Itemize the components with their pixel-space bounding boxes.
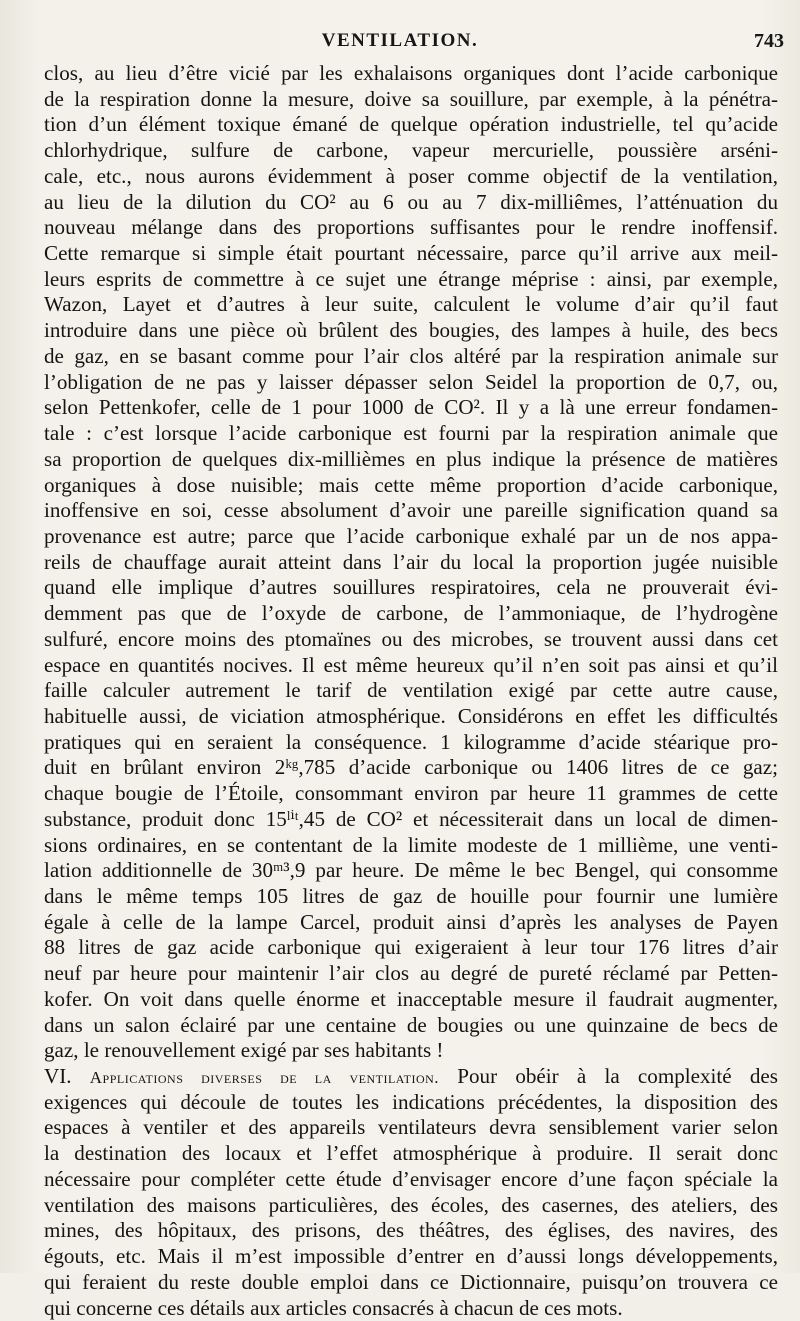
text-line: l’obligation de ne pas y laisser dépasser selon Seidel la proportion de 0,7, ou, bbox=[44, 370, 778, 396]
text-line: neuf par heure pour maintenir l’air clos au degré de pureté réclamé par Petten- bbox=[44, 961, 778, 987]
text-line: la destination des locaux et l’effet atmosphérique à produire. Il serait donc bbox=[44, 1141, 778, 1167]
text-line: Wazon, Layet et d’autres à leur suite, calculent le volume d’air qu’il faut bbox=[44, 292, 778, 318]
text-line: au lieu de la dilution du CO² au 6 ou au 7 dix-milliêmes, l’atténuation du bbox=[44, 190, 778, 216]
page-number: 743 bbox=[754, 30, 784, 53]
text-line: substance, produit donc 15ˡⁱᵗ,45 de CO² et nécessiterait dans un local de dimen- bbox=[44, 807, 778, 833]
text-line: 88 litres de gaz acide carbonique qui exigeraient à leur tour 176 litres d’air bbox=[44, 935, 778, 961]
text-line: organiques à dose nuisible; mais cette même proportion d’acide carbonique, bbox=[44, 473, 778, 499]
text-line: duit en brûlant environ 2ᵏᵍ,785 d’acide carbonique ou 1406 litres de ce gaz; bbox=[44, 755, 778, 781]
text-line: qui feraient du reste double emploi dans ce Dictionnaire, puisqu’on trouvera ce bbox=[44, 1270, 778, 1296]
running-title: VENTILATION. bbox=[0, 30, 800, 52]
text-line: reils de chauffage aurait atteint dans l’air du local la proportion jugée nuisible bbox=[44, 550, 778, 576]
text-line: provenance est autre; parce que l’acide carbonique exhalé par un de nos appa- bbox=[44, 524, 778, 550]
text-line: mines, des hôpitaux, des prisons, des théâtres, des églises, des navires, des bbox=[44, 1218, 778, 1244]
text-line: sions ordinaires, en se contentant de la limite modeste de 1 millième, une venti- bbox=[44, 833, 778, 859]
text-line: Cette remarque si simple était pourtant nécessaire, parce qu’il arrive aux meil- bbox=[44, 241, 778, 267]
text-line: chlorhydrique, sulfure de carbone, vapeur mercurielle, poussière arséni- bbox=[44, 138, 778, 164]
text-line: introduire dans une pièce où brûlent des bougies, des lampes à huile, des becs bbox=[44, 318, 778, 344]
text-line: égouts, etc. Mais il m’est impossible d’entrer en d’aussi longs développements, bbox=[44, 1244, 778, 1270]
text-line: kofer. On voit dans quelle énorme et inacceptable mesure il faudrait augmenter, bbox=[44, 987, 778, 1013]
text-line: espace en quantités nocives. Il est même heureux qu’il n’en soit pas ainsi et qu’il bbox=[44, 653, 778, 679]
body-text bbox=[44, 61, 778, 1321]
text-line: qui concerne ces détails aux articles consacrés à chacun de ces mots. bbox=[44, 1296, 778, 1321]
text-line: clos, au lieu d’être vicié par les exhalaisons organiques dont l’acide carbonique bbox=[44, 61, 778, 87]
text-line: ventilation des maisons particulières, des écoles, des casernes, des ateliers, des bbox=[44, 1193, 778, 1219]
text-line: faille calculer autrement le tarif de ventilation exigé par cette autre cause, bbox=[44, 678, 778, 704]
section-number: VI. bbox=[44, 1064, 72, 1088]
text-line: lation additionnelle de 30ᵐ³,9 par heure. De même le bec Bengel, qui consomme bbox=[44, 858, 778, 884]
text-line: égale à celle de la lampe Carcel, produit ainsi d’après les analyses de Payen bbox=[44, 910, 778, 936]
text-line: nouveau mélange dans des proportions suffisantes pour le rendre inoffensif. bbox=[44, 215, 778, 241]
text-line: cale, etc., nous aurons évidemment à poser comme objectif de la ventilation, bbox=[44, 164, 778, 190]
text-line: selon Pettenkofer, celle de 1 pour 1000 de CO². Il y a là une erreur fondamen- bbox=[44, 395, 778, 421]
text-line: sa proportion de quelques dix-millièmes en plus indique la présence de matières bbox=[44, 447, 778, 473]
text-line: habituelle aussi, de viciation atmosphérique. Considérons en effet les difficultés bbox=[44, 704, 778, 730]
text-line: chaque bougie de l’Étoile, consommant environ par heure 11 grammes de cette bbox=[44, 781, 778, 807]
running-head bbox=[0, 30, 800, 60]
section-heading: Applications diverses de la ventilation. bbox=[90, 1068, 439, 1087]
text-line: espaces à ventiler et des appareils ventilateurs devra sensiblement varier selon bbox=[44, 1115, 778, 1141]
text-line: de la respiration donne la mesure, doive sa souillure, par exemple, à la pénétra- bbox=[44, 87, 778, 113]
paragraph-2 bbox=[44, 1090, 778, 1321]
paragraph-1 bbox=[44, 61, 778, 1064]
text-line: dans le même temps 105 litres de gaz de houille pour fournir une lumière bbox=[44, 884, 778, 910]
text-line: nécessaire pour compléter cette étude d’envisager encore d’une façon spéciale la bbox=[44, 1167, 778, 1193]
text-line: exigences qui découle de toutes les indications précédentes, la disposition des bbox=[44, 1090, 778, 1116]
text-line: quand elle implique d’autres souillures respiratoires, cela ne prouverait évi- bbox=[44, 575, 778, 601]
section-first-line: Pour obéir à la complexité des bbox=[457, 1064, 778, 1088]
text-line: leurs esprits de commettre à ce sujet une étrange méprise : ainsi, par exemple, bbox=[44, 267, 778, 293]
text-line: demment pas que de l’oxyde de carbone, de l’ammoniaque, de l’hydrogène bbox=[44, 601, 778, 627]
text-line: inoffensive en soi, cesse absolument d’avoir une pareille signification quand sa bbox=[44, 498, 778, 524]
text-line: tion d’un élément toxique émané de quelque opération industrielle, tel qu’acide bbox=[44, 112, 778, 138]
text-line: pratiques qui en seraient la conséquence. 1 kilogramme d’acide stéarique pro- bbox=[44, 730, 778, 756]
text-line: gaz, le renouvellement exigé par ses habitants ! bbox=[44, 1038, 778, 1064]
text-line: dans un salon éclairé par une centaine de bougies ou une quinzaine de becs de bbox=[44, 1013, 778, 1039]
section-heading-line bbox=[44, 1064, 778, 1090]
text-line: tale : c’est lorsque l’acide carbonique est fourni par la respiration animale que bbox=[44, 421, 778, 447]
text-line: de gaz, en se basant comme pour l’air clos altéré par la respiration animale sur bbox=[44, 344, 778, 370]
text-line: sulfuré, encore moins des ptomaïnes ou des microbes, se trouvent aussi dans cet bbox=[44, 627, 778, 653]
